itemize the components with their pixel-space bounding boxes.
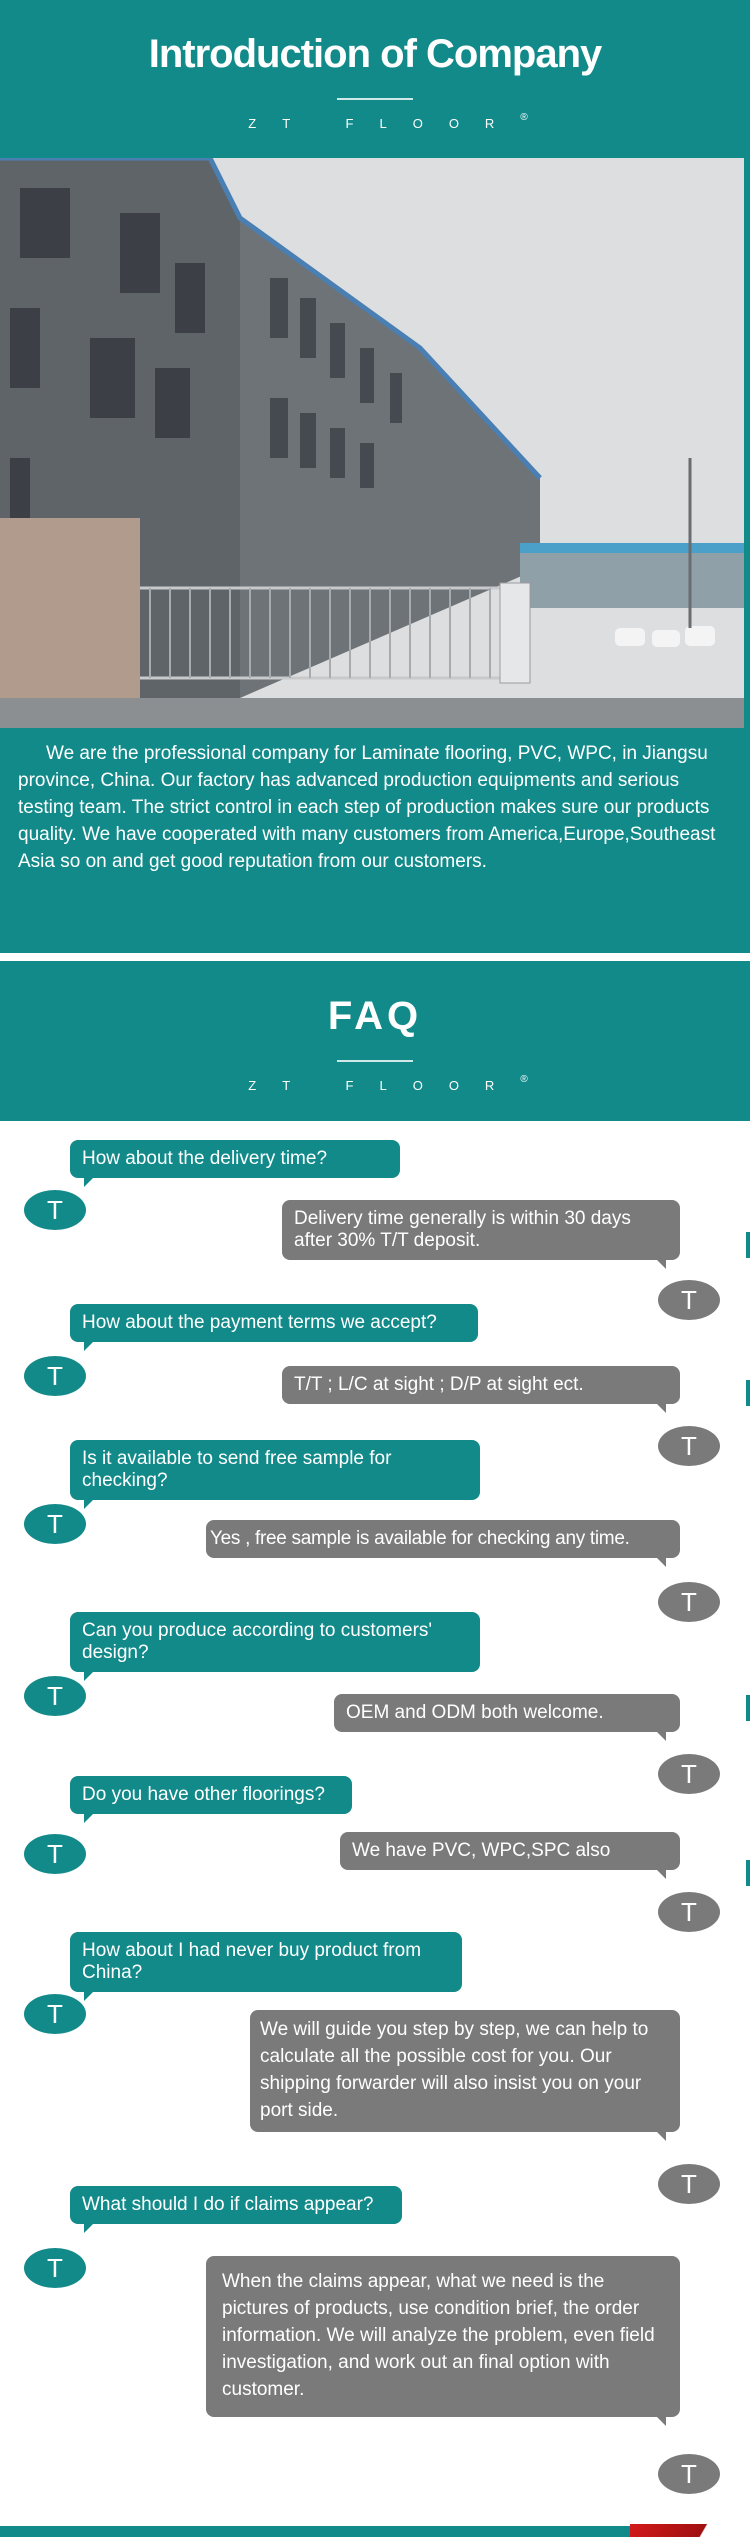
intro-brand-subtitle: ZT FLOOR® [248,112,528,131]
faq-answer-bubble: T/T ; L/C at sight ; D/P at sight ect. [282,1366,680,1404]
faq-title: FAQ [327,994,423,1038]
faq-brand-subtitle: ZT FLOOR® [248,1074,528,1093]
avatar-icon: T [658,1280,720,1320]
avatar-icon: T [658,2454,720,2494]
avatar-icon: T [24,2248,86,2288]
faq-answer-bubble: Delivery time generally is within 30 days after 30% T/T deposit. [282,1200,680,1260]
avatar-icon: T [658,1582,720,1622]
right-accent-strip [746,495,750,953]
faq-title-divider [337,1060,413,1062]
footer-red-accent [630,2524,750,2537]
faq-answer-bubble: When the claims appear, what we need is the pictures of products, use condition brief, the order information. We will analyze the problem, even field investigation, and work out an final option with customer. [206,2256,680,2417]
right-edge-accent [746,1380,750,1406]
faq-question-bubble: Is it available to send free sample for checking? [70,1440,480,1500]
avatar-icon: T [24,1994,86,2034]
factory-building-illustration [0,158,744,728]
faq-question-bubble: How about the delivery time? [70,1140,400,1178]
avatar-icon: T [658,1426,720,1466]
faq-answer-bubble: Yes , free sample is available for checking any time. [206,1520,680,1558]
avatar-icon: T [658,1754,720,1794]
faq-question-bubble: Do you have other floorings? [70,1776,352,1814]
faq-question-bubble: How about the payment terms we accept? [70,1304,478,1342]
faq-question-bubble: What should I do if claims appear? [70,2186,402,2224]
faq-question-bubble: Can you produce according to customers' design? [70,1612,480,1672]
title-divider [337,98,413,100]
factory-building-photo [0,158,744,728]
avatar-icon: T [24,1356,86,1396]
right-edge-accent [746,1232,750,1258]
faq-question-bubble: How about I had never buy product from China? [70,1932,462,1992]
avatar-icon: T [24,1504,86,1544]
faq-header-section [0,961,750,1121]
company-description: We are the professional company for Laminate flooring, PVC, WPC, in Jiangsu province, China. Our factory has advanced production equipments and serious testing team. The strict control in each step of production makes sure our products quality. We have cooperated with many customers from America,Europe,Southeast Asia so on and get good reputation from our customers. [18,743,716,872]
avatar-icon: T [24,1676,86,1716]
avatar-icon: T [24,1190,86,1230]
faq-answer-bubble: We have PVC, WPC,SPC also [340,1832,680,1870]
avatar-icon: T [24,1834,86,1874]
faq-answer-bubble: OEM and ODM both welcome. [334,1694,680,1732]
right-edge-accent [746,1695,750,1721]
intro-title: Introduction of Company [148,32,602,76]
avatar-icon: T [658,2164,720,2204]
faq-answer-bubble: We will guide you step by step, we can help to calculate all the possible cost for you. Our shipping forwarder will also insist you on your port side. [250,2010,680,2132]
right-edge-accent [746,1860,750,1886]
avatar-icon: T [658,1892,720,1932]
